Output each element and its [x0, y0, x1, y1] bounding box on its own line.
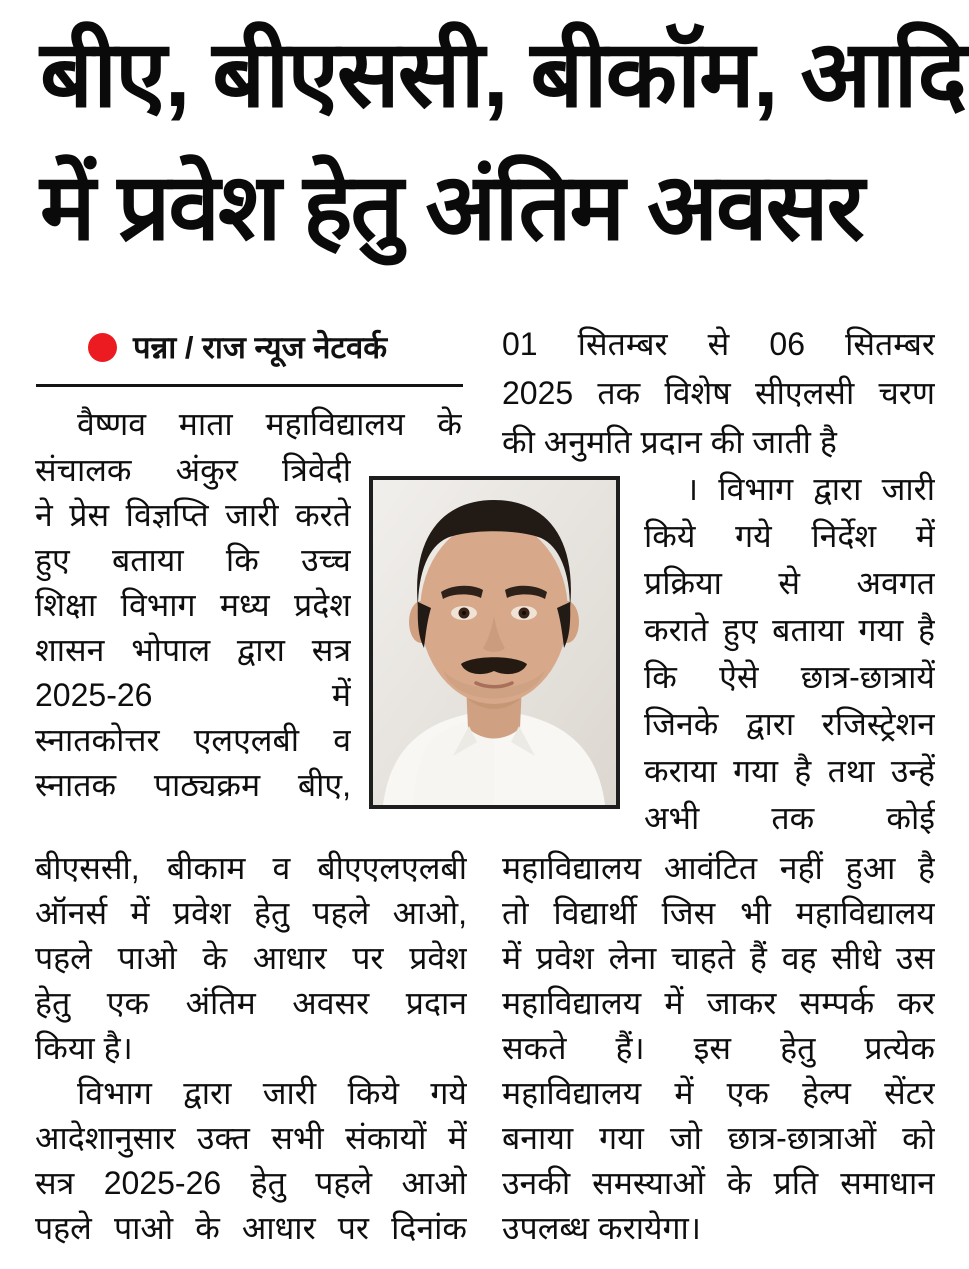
article-line: स्नातक पाठ्यक्रम बीए, [35, 767, 351, 803]
byline-divider [36, 384, 463, 387]
article-column-right-bottom [502, 846, 935, 1251]
article-line: कि ऐसे छात्र-छात्रायें [644, 659, 935, 695]
byline [88, 326, 387, 368]
article-line: स्नातकोत्तर एलएलबी व [35, 722, 351, 758]
article-column-left-bottom [35, 846, 467, 1251]
article-line: शासन भोपाल द्वारा सत्र [35, 632, 351, 668]
portrait-photo [369, 476, 620, 809]
headline-line-1: बीए, बीएससी, बीकॉम, आदि [40, 22, 965, 126]
article-line: किये गये निर्देश में [644, 518, 935, 554]
article-column-right-top [502, 320, 935, 467]
article-column-left-intro [35, 402, 462, 447]
portrait-illustration [373, 480, 616, 805]
article-column-right-beside-photo [644, 466, 935, 842]
article-line: पहले पाओ के आधार पर दिनांक [35, 1210, 467, 1246]
article-line: बनाया गया जो छात्र-छात्राओं को [502, 1120, 935, 1156]
article-line: जिनके द्वारा रजिस्ट्रेशन [644, 706, 935, 742]
article-line: वैष्णव माता महाविद्यालय के [77, 406, 462, 442]
article-line: शिक्षा विभाग मध्य प्रदेश [35, 587, 351, 623]
article-line: कराया गया है तथा उन्हें [644, 753, 935, 789]
article-line: कराते हुए बताया गया है [644, 612, 935, 648]
article-line: 2025 तक विशेष सीएलसी चरण [502, 375, 935, 411]
article-line: पहले पाओ के आधार पर प्रवेश [35, 940, 467, 976]
article-line: हेतु एक अंतिम अवसर प्रदान [35, 985, 467, 1021]
article-line: महाविद्यालय में एक हेल्प सेंटर [502, 1075, 935, 1111]
article-line: विभाग द्वारा जारी किये गये [77, 1075, 467, 1111]
byline-text: पन्ना / राज न्यूज नेटवर्क [133, 330, 388, 365]
article-line: ने प्रेस विज्ञप्ति जारी करते [35, 497, 351, 533]
article-line: 2025-26 में [35, 677, 351, 713]
article-line: आदेशानुसार उक्त सभी संकायों में [35, 1120, 467, 1156]
red-dot-icon [88, 333, 117, 362]
article-line: उपलब्ध करायेगा। [502, 1210, 701, 1246]
headline [40, 8, 965, 274]
article-line: हुए बताया कि उच्च [35, 542, 351, 578]
article-column-left-beside-photo [35, 448, 351, 808]
article-line: संचालक अंकुर त्रिवेदी [35, 452, 351, 488]
article-line: महाविद्यालय आवंटित नहीं हुआ है [502, 850, 935, 886]
article-line: सकते हैं। इस हेतु प्रत्येक [502, 1030, 935, 1066]
article-line: प्रक्रिया से अवगत [644, 565, 935, 601]
article-line: बीएससी, बीकाम व बीएएलएलबी [35, 850, 467, 886]
article-line: अभी तक कोई [644, 800, 935, 836]
article-line: में प्रवेश लेना चाहते हैं वह सीधे उस [502, 940, 935, 976]
article-line: । विभाग द्वारा जारी [686, 471, 935, 507]
article-line: तो विद्यार्थी जिस भी महाविद्यालय [502, 895, 935, 931]
article-line: सत्र 2025-26 हेतु पहले आओ [35, 1165, 467, 1201]
article-line: की अनुमति प्रदान की जाती है [502, 424, 837, 460]
article-line: ऑनर्स में प्रवेश हेतु पहले आओ, [35, 895, 467, 931]
headline-line-2: में प्रवेश हेतु अंतिम अवसर [40, 155, 863, 259]
article-line: 01 सितम्बर से 06 सितम्बर [502, 326, 935, 362]
article-line: उनकी समस्याओं के प्रति समाधान [502, 1165, 935, 1201]
article-line: किया है। [35, 1030, 133, 1066]
article-line: महाविद्यालय में जाकर सम्पर्क कर [502, 985, 935, 1021]
